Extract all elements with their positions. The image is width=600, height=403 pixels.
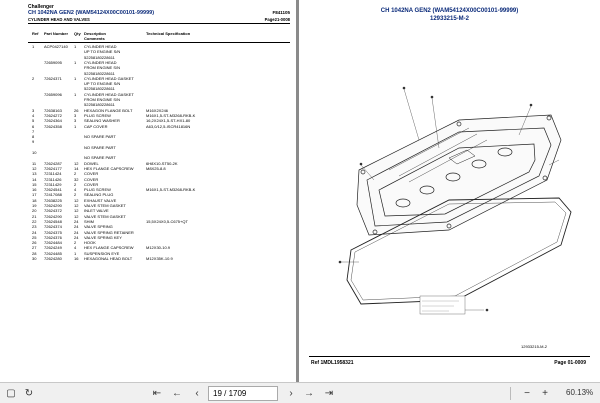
row-part-number: 72624548 [44,218,62,224]
row-description: SUSPENSION EYE [84,250,120,256]
row-ref: 30 [32,256,37,261]
footer-ref: Ref 1MDL1958321 [311,360,354,366]
diagram-page [299,0,600,382]
row-description: COVER [84,176,99,182]
row-ref: 18 [32,197,37,203]
row-qty: 1 [74,91,77,97]
diagram-title: CH 1042NA GEN2 (WAM54124X00C00101-99999) [380,8,519,14]
row-spec: M16X1,5-ST-M3268-RKB-K [146,187,196,193]
row-part-number: 72624374 [44,224,62,230]
row-part-number: 72624375 [44,229,62,235]
row-description: VALVE SPRING KEY [84,234,122,240]
col-head-part: Part Number [44,31,69,36]
row-description: CYLINDER HEAD GASKET [84,75,134,81]
row-qty: 2 [74,240,77,246]
callout-dot [339,261,342,264]
row-description: CAP COVER [84,123,108,129]
diagram-caption: 12933215-M-2 [521,344,548,349]
row-description: HEX FLANGE CAPSCREW [84,245,134,251]
ref-code: F841105 [272,10,290,15]
row-part-number: 72659095 [44,59,62,65]
row-description: COVER [84,171,99,177]
row-qty: 2 [74,171,77,177]
row-qty: 3 [74,112,77,118]
row-description: FROM ENGINE S/N [84,65,121,71]
footer-page: Page 01-0009 [554,360,586,366]
last-page-icon[interactable]: ⇥ [324,388,334,399]
header-divider [28,23,290,24]
col-head-comments: Comments [84,36,105,41]
row-ref: 6 [32,123,35,129]
callout-dot [530,104,533,107]
row-part-number: 72624541 [44,187,62,193]
row-part-number: 72624371 [44,75,62,81]
valve-cover [357,115,561,235]
row-description: FROM ENGINE S/N [84,97,121,102]
viewer-toolbar [0,382,600,403]
row-description: SEALING WASHER [84,118,120,124]
col-head-desc: Description [84,31,107,36]
row-part-number: 72624272 [44,112,62,118]
zoom-in-icon[interactable]: + [542,388,548,399]
row-qty: 12 [74,197,79,203]
row-qty: 12 [74,208,79,214]
brand-name: Challenger [28,4,54,10]
row-ref: 1 [32,44,35,49]
row-ref: 5 [32,118,35,124]
row-description: VALVE SPRING [84,224,113,230]
row-ref: 8 [32,134,35,140]
table-row [0,257,296,263]
row-part-number: 72311429 [44,181,62,187]
section-title: CYLINDER HEAD AND VALVES [28,17,90,22]
row-spec: 16,2X24X1,5-ST-HX1-80 [146,118,191,124]
row-description: VALVE STEM GASKET [84,203,126,208]
row-ref: 9 [32,139,35,145]
row-part-number: 72659096 [44,91,62,97]
row-ref: 19 [32,203,37,208]
row-part-number: 72311426 [44,176,62,182]
row-part-number: 72624372 [44,208,62,214]
row-qty: 16 [74,256,79,261]
row-qty: 1 [74,123,77,129]
row-ref: 12 [32,165,37,171]
row-qty: 24 [74,234,79,240]
page-title: CH 1042NA GEN2 (WAM54124X00C00101-99999) [28,10,155,16]
col-head-spec: Technical Specification [146,31,191,36]
row-ref: 24 [32,229,37,235]
callout-dot [431,96,434,99]
row-description: 52258180228611 [84,54,115,60]
row-ref: 26 [32,240,37,246]
row-spec: M12X30-10.9 [146,245,171,251]
row-ref: 10 [32,150,37,155]
row-spec: M16X2X246 [146,107,169,113]
row-part-number: 72624484 [44,240,62,246]
row-part-number: 72624485 [44,250,62,256]
row-ref: 15 [32,181,37,187]
rotate-icon[interactable]: ↻ [24,388,34,399]
prev-page-button[interactable]: ‹ [195,388,199,399]
zoom-out-icon[interactable]: − [524,388,530,399]
next-page-icon[interactable]: › [289,388,293,399]
row-spec: M8X25-8.8 [146,165,166,171]
row-description: COVER [84,181,99,187]
row-part-number: 72624290 [44,213,62,219]
row-description: CYLINDER HEAD [84,59,117,65]
first-page-icon[interactable]: ⇤ [152,388,162,399]
row-description: NO SPARE PART [84,155,116,161]
row-ref: 20 [32,208,37,214]
next-page-button[interactable]: → [304,388,314,399]
row-description: HOOK [84,240,96,246]
row-spec: 6H8X10-ST50-2K [146,160,178,166]
row-spec: 15,5X24X0,5-C675+QT [146,218,188,224]
row-spec: M12X35K-10.9 [146,256,173,261]
row-description: 52258180228611 [84,70,115,76]
row-description: INLET VALVE [84,208,109,214]
row-ref: 27 [32,245,37,251]
page-number-input[interactable] [208,386,278,401]
exploded-diagram [299,0,600,356]
row-description: NO SPARE PART [84,134,116,140]
row-part-number: 72624280 [44,256,62,261]
row-ref: 28 [32,250,37,256]
row-qty: 14 [74,165,79,171]
row-part-number: 72417088 [44,192,62,198]
row-qty: 32 [74,176,79,182]
row-qty: 26 [74,107,79,113]
row-description: HEX FLANGE CAPSCREW [84,165,134,171]
row-qty: 12 [74,213,79,219]
row-qty: 12 [74,160,79,166]
row-ref: 11 [32,160,37,166]
fit-page-icon[interactable]: ▢ [6,388,16,399]
row-ref: 4 [32,112,35,118]
footer-divider [309,356,590,357]
row-part-number: 72624376 [44,234,62,240]
parts-list-page [0,0,296,382]
row-ref: 17 [32,192,37,198]
row-part-number: 72638163 [44,107,62,113]
row-description: CYLINDER HEAD GASKET [84,91,134,97]
row-qty: 3 [74,118,77,124]
row-part-number: 72624364 [44,118,62,124]
page-ref: Page21-0008 [264,17,290,22]
row-qty: 1 [74,59,77,65]
row-qty: 4 [74,245,77,251]
row-part-number: 72624249 [44,245,62,251]
row-description: UP TO ENGINE S/N [84,81,121,87]
row-description: SHIM [84,218,94,224]
row-ref: 13 [32,171,37,177]
row-part-number: 72624177 [44,165,62,171]
row-description: HEXAGONAL HEAD BOLT [84,256,133,261]
callout-dot [486,309,489,312]
row-description: VALVE STEM GASKET [84,213,126,219]
row-ref: 22 [32,218,37,224]
prev-page-icon[interactable]: ← [172,388,182,399]
row-ref: 21 [32,213,37,219]
row-ref: 2 [32,75,35,81]
row-ref: 14 [32,176,37,182]
row-spec: M16X1,5-ST-M3268-RKB-K [146,112,196,118]
col-head-ref: Ref [32,31,39,36]
row-qty: 1 [74,44,77,49]
row-part-number: 72624290 [44,203,62,208]
row-description: HEXAGON FLANGE BOLT [84,107,133,113]
row-description: CYLINDER HEAD [84,44,117,49]
row-part-number: ACP0427140 [44,44,68,49]
row-description: SEALING PLUG [84,192,114,198]
callout-dot [360,163,363,166]
diagram-subtitle: 12933215-M-2 [429,16,470,22]
row-description: PLUG SCREW [84,187,111,193]
row-qty: 1 [74,250,77,256]
row-ref: 3 [32,107,35,113]
row-description: 52258180228611 [84,86,115,92]
row-part-number: 72638225 [44,197,62,203]
row-qty: 24 [74,224,79,230]
row-ref: 16 [32,187,37,193]
row-qty: 4 [74,187,77,193]
row-qty: 1 [74,75,77,81]
row-description: DOWEL [84,160,99,166]
row-description: UP TO ENGINE S/N [84,49,121,55]
zoom-level: 60.13% [566,388,594,397]
inset-detail [420,296,484,314]
row-description: EXHAUST VALVE [84,197,117,203]
toolbar-separator [510,387,511,400]
row-ref: 23 [32,224,37,230]
row-part-number: 72624358 [44,123,62,129]
col-head-qty: Qty [74,31,81,36]
row-description: PLUG SCREW [84,112,111,118]
row-ref: 7 [32,128,35,134]
row-description: NO SPARE PART [84,144,116,150]
row-qty: 24 [74,218,79,224]
row-spec: A63,0/12,5-ISCR41816N [146,123,191,129]
row-qty: 2 [74,192,77,198]
row-qty: 24 [74,229,79,235]
table-divider [28,42,290,43]
row-qty: 2 [74,181,77,187]
row-description: 52258180228611 [84,102,115,108]
row-ref: 25 [32,234,37,240]
row-qty: 12 [74,203,79,208]
callout-dot [403,87,406,90]
row-part-number: 72311424 [44,171,62,177]
row-part-number: 72624287 [44,160,62,166]
row-description: VALVE SPRING RETAINER [84,229,134,235]
